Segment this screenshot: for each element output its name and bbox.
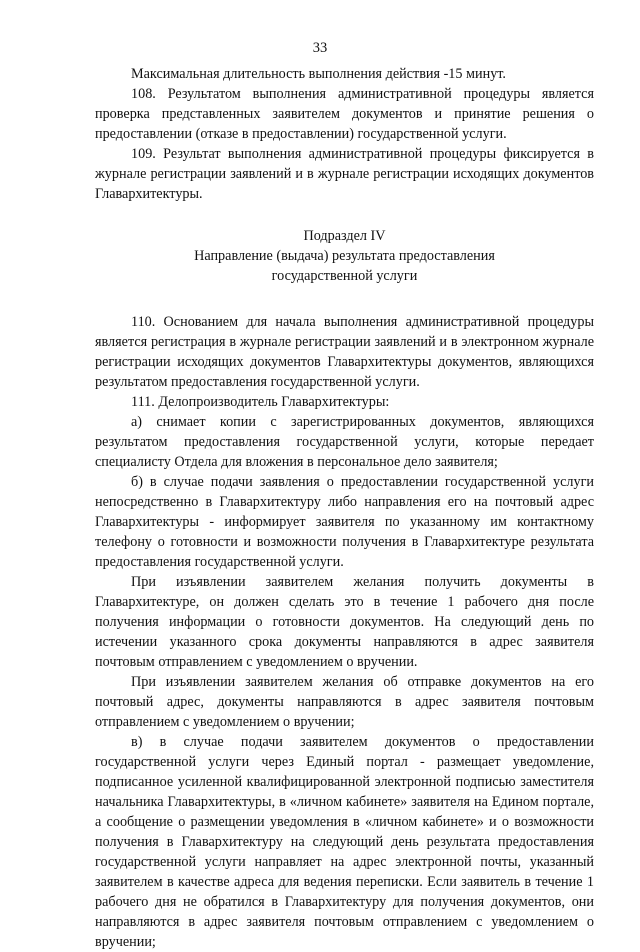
paragraph-send-by-post: При изъявлении заявителем желания об отправке документов на его почтовый адрес, документы направляются в адрес заявителя почтовым отправлением с уведомлением о вручении; <box>95 674 594 730</box>
section-subtitle-line2: государственной услуги <box>271 268 418 284</box>
paragraph-receive-in-office: При изъявлении заявителем желания получить документы в Главархитектуре, он должен сделать это в течение 1 рабочего дня после получения информации о готовности документов. На следующий день по истечении указанного срока документы направляются в адрес заявителя почтовым отправлением с уведомлением о вручении. <box>95 574 594 670</box>
paragraph-111-v: в) в случае подачи заявителем документов о предоставлении государственной услуги через Единый портал - размещает уведомление, подписанное усиленной квалифицированной электронной подписью заместителя начальника Главархитектуры, в «личном кабинете» заявителя на Едином портале, а сообщение о размещении уведомления в «личном кабинете» и о возможности получения в Главархитектуру на следующий день результата предоставления государственной услуги направляет на адрес электронной почты, указанный заявителем в качестве адреса для ведения переписки. Если заявитель в течение 1 рабочего дня не обратился в Главархитектуру для получения документов, они направляются в адрес заявителя почтовым отправлением с уведомлением о вручении; <box>95 734 594 950</box>
paragraph-109: 109. Результат выполнения административной процедуры фиксируется в журнале регистрации заявлений и в журнале регистрации исходящих документов Главархитектуры. <box>95 146 594 202</box>
document-body <box>95 64 594 952</box>
paragraph-duration: Максимальная длительность выполнения действия -15 минут. <box>131 66 506 82</box>
paragraph-111-a: а) снимает копии с зарегистрированных документов, являющихся результатом предоставления государственной услуги, которые передает специалисту Отдела для вложения в персональное дело заявителя; <box>95 414 594 470</box>
section-title: Подраздел IV <box>303 228 386 244</box>
paragraph-108: 108. Результатом выполнения административной процедуры является проверка представленных заявителем документов и принятие решения о предоставлении (отказе в предоставлении) государственной услуги. <box>95 86 594 142</box>
paragraph-110: 110. Основанием для начала выполнения административной процедуры является регистрация в журнале регистрации заявлений и в электронном журнале регистрации исходящих документов Главархитектуры документов, являющихся результатом предоставления государственной услуги. <box>95 314 594 390</box>
section-subtitle-line1: Направление (выдача) результата предоставления <box>194 248 495 264</box>
paragraph-111: 111. Делопроизводитель Главархитектуры: <box>131 394 390 410</box>
paragraph-111-b: б) в случае подачи заявления о предоставлении государственной услуги непосредственно в Главархитектуру либо направления его на почтовый адрес Главархитектуры - информирует заявителя по указанному им контактному телефону о готовности и возможности получения в Главархитектуре результата предоставления государственной услуги. <box>95 474 594 570</box>
page-number: 33 <box>312 40 328 56</box>
